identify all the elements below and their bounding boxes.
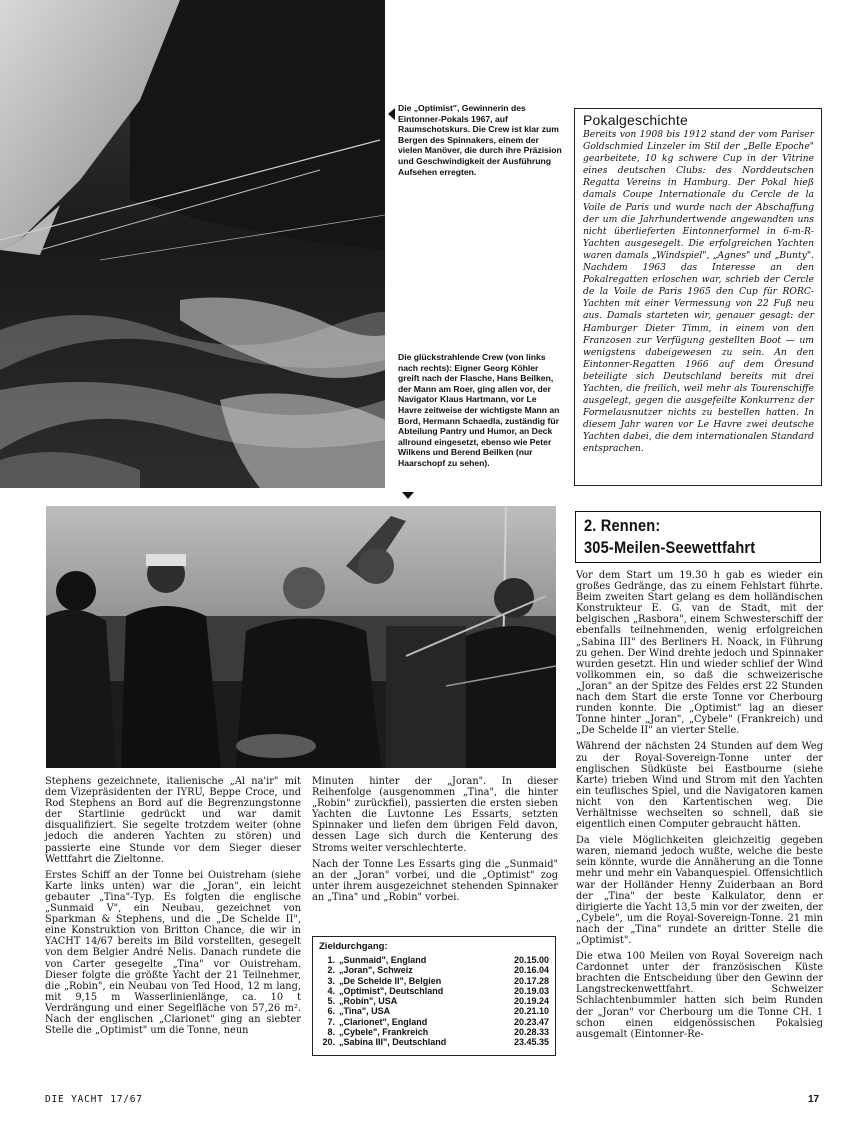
race-headline xyxy=(575,511,821,563)
result-position: 2. xyxy=(327,965,335,976)
text-column-1 xyxy=(45,776,301,1041)
result-yacht: „Tina", USA xyxy=(339,1006,391,1017)
crew-photo xyxy=(46,506,556,768)
crew-photo-caption: Die glückstrahlende Crew (von links nach rechts): Eigner Georg Köhler greift nach der Flasche, Hans Beilken, der Mann am Roer, ging allen vor, der Navigator Klaus Hartmann, vor Le Havre zeitweise der wichtigste Mann an Bord, Hermann Schaedla, zuständig für Abteilung Pantry und Humor, an Deck allround eingesetzt, ebenso wie Peter Wilkens und Berend Beilken (nur Haarschopf zu sehen). xyxy=(398,352,560,468)
sidebar-title: Pokalgeschichte xyxy=(583,112,688,128)
result-time: 20.17.28 xyxy=(513,975,549,986)
result-time: 20.15.00 xyxy=(513,955,549,965)
col3-paragraph: Vor dem Start um 19.30 h gab es wieder ein großes Gedränge, das zu einem Fehlstart führte. Beim zweiten Start gelang es dem holländischen Konstrukteur E. G. van de Stadt, mit der belgischen „Rasbora", einem Schwesterschiff der ebenfalls teilnehmenden, wenig erfolgreichen „Sabina III" des Berliners H. Noack, in Führung zu gehen. Der Wind drehte jedoch und Spinnaker wurden gesetzt. Hin und wieder schlief der Wind vollkommen ein, so daß die schweizerische „Joran" an der Spitze des Feldes erst 22 Stunden nach dem Start die erste Tonne vor Cherbourg runden konnte. Die „Optimist" lag an dieser Tonne hinter „Joran", „Cybele" (Frankreich) und „De Schelde II" an vierter Stelle. xyxy=(576,570,823,737)
results-rows xyxy=(319,955,549,1048)
col1-paragraph: Erstes Schiff an der Tonne bei Ouistreham (siehe Karte links unten) war die „Joran", ein leicht gebauter „Tina"-Typ. Es folgten die englische „Sunmaid V", ein Neubau, gezeichnet von Sparkman & Stephens, und die „De Schelde II", eine Konstruktion von Britton Chance, die wir in YACHT 14/67 bereits im Bild vorstellten, gesegelt von dem Belgier André Nelis. Danach rundete die von Carter gesegelte „Tina" vor Ouistreham. Dieser folgte die größte Yacht der 21 Teilnehmer, die „Robin", ein Neubau von Ted Hood, 12 m lang, mit 9,15 m Wasserlinienlänge, ca. 10 t Verdrängung und einer Segelfläche von 57,26 m². Nach der englischen „Clarionet" ging an siebter Stelle die „Optimist" um die Tonne, neun xyxy=(45,869,301,1037)
results-row xyxy=(319,965,549,975)
result-yacht: „Cybele", Frankreich xyxy=(339,1027,429,1038)
result-yacht: „Optimist", Deutschland xyxy=(339,985,444,996)
result-yacht: „Joran", Schweiz xyxy=(339,965,413,976)
result-position: 5. xyxy=(327,996,335,1007)
col2-paragraph: Minuten hinter der „Joran". In dieser Reihenfolge (ausgenommen „Tina", die hinter „Robin" zurückfiel), passierten die ersten sieben Yachten die Luvtonne Les Essarts, setzten Spinnaker und liefen dem übrigen Feld davon, dessen Lage sich durch die Kenterung des Stroms weiter verschlechterte. xyxy=(312,776,558,854)
result-yacht: „Sunmaid", England xyxy=(339,955,427,965)
result-time: 20.19.03 xyxy=(513,985,549,996)
result-yacht: „Robin", USA xyxy=(339,996,398,1007)
results-row xyxy=(319,955,549,965)
results-row xyxy=(319,1006,549,1016)
result-time: 20.19.24 xyxy=(513,996,549,1007)
caption-pointer-down-icon xyxy=(402,492,414,499)
col1-paragraph: Stephens gezeichnete, italienische „Al na'ir" mit dem Vizepräsidenten der IYRU, Beppe Croce, und Rod Stephens an Bord auf die Begrenzungstonne der Startlinie gedrückt und war damit disqualifiziert. Sie segelte trotzdem weiter (ohne jedoch die anderen Yachten zu stören) und passierte eine Stunde vor dem Sieger dieser Wettfahrt die Zieltonne. xyxy=(45,776,301,865)
col3-paragraph: Die etwa 100 Meilen von Royal Sovereign nach Cardonnet unter der französischen Küste brachten die Entscheidung über den Gewinn der Langstreckenwettfahrt. Schweizer Schlachtenbummler hatten sich beim Runden der „Joran" vor Cherbourg um die Tonne CH. 1 schon einen eidgenössischen Pokalsieg ausgemalt (Eintonner-Re- xyxy=(576,951,823,1040)
result-position: 6. xyxy=(327,1006,335,1017)
result-time: 20.23.47 xyxy=(513,1016,549,1027)
text-column-3 xyxy=(576,570,823,1045)
headline-line1: 2. Rennen: xyxy=(584,516,661,535)
results-row xyxy=(319,986,549,996)
result-position: 3. xyxy=(327,975,335,986)
result-time: 20.28.33 xyxy=(513,1027,549,1038)
page-number: 17 xyxy=(808,1094,820,1105)
result-position: 20. xyxy=(322,1037,335,1048)
result-yacht: „Sabina III", Deutschland xyxy=(339,1037,447,1048)
col2-paragraph: Nach der Tonne Les Essarts ging die „Sunmaid" an der „Joran" vorbei, und die „Optimist" zog unter ihrem ausgezeichnet stehenden Spinnaker an „Tina" und „Robin" vorbei. xyxy=(312,858,558,903)
magazine-footer: DIE YACHT 17/67 xyxy=(45,1094,143,1105)
results-row xyxy=(319,976,549,986)
results-row xyxy=(319,1027,549,1037)
result-time: 23.45.35 xyxy=(513,1037,549,1048)
headline-line2: 305-Meilen-Seewettfahrt xyxy=(584,538,756,557)
results-row xyxy=(319,996,549,1006)
col3-paragraph: Während der nächsten 24 Stunden auf dem Weg zu der Royal-Sovereign-Tonne unter der englischen Südküste bei Eastbourne (siehe Karte) trieben Wind und Strom mit den Yachten ein teuflisches Spiel, und die Navigatoren kamen nicht von den Kartentischen weg. Die Verhältnisse wechselten so schnell, daß sie eigentlich einen Computer gebraucht hätten. xyxy=(576,741,823,831)
sailing-photo xyxy=(0,0,385,488)
text-column-2 xyxy=(312,776,558,908)
result-position: 7. xyxy=(327,1016,335,1027)
col3-paragraph: Da viele Möglichkeiten gleichzeitig gegeben waren, niemand jedoch wußte, welche die beste sein könnte, wurde die Annäherung an die Tonne mehr und mehr ein Vabanquespiel. Offensichtlich war der Holländer Henny Zuiderbaan an Bord der „Tina" der beste Kalkulator, denn er dirigierte die Yacht 13,5 min vor der zweiten, der „Cybele", um die Royal-Sovereign-Tonne. 21 min nach der „Tina" rundete an dritter Stelle die „Optimist". xyxy=(576,835,823,946)
results-row xyxy=(319,1037,549,1047)
sidebar-text: Bereits von 1908 bis 1912 stand der vom Pariser Goldschmied Linzeler im Stil der „Belle Epoche" gearbeitete, 10 kg schwere Cup in der Vitrine eines deutschen Clubs: des Norddeutschen Regatta Vereins in Hamburg. Der Pokal hieß damals Coupe Internationale du Cercle de la Voile de Paris und wurde nach der Abschaffung der um die Jahrhundertwende angewandten uns nicht überlieferten Eintonnerformel in 6-m-R-Yachten ausgesegelt. Die erfolgreichen Yachten waren damals „Windspiel", „Agnes" und „Bunty". Nachdem 1963 das Interesse an den Pokalregatten erloschen war, schrieb der Cercle de la Voile de Paris 1965 den Cup für RORC-Yachten mit einer Vermessung von 22 Fuß neu aus. Damals starteten wir, genauer gesagt: der Hamburger Dieter Timm, in einem von den Franzosen zur Verfügung gestellten Boot — um wenigstens dabeigewesen zu sein. An den Eintonner-Regatten 1966 auf dem Öresund beteiligte sich Deutschland bereits mit drei Yachten, die freilich, weil mehr als Tourenschiffe ausgelegt, gegen die ausgefeilte Konkurrenz der Formelausnutzer nichts zu bestellen hatten. In diesem Jahr waren vor Le Havre zwei deutsche Yachten dabei, die dem internationalen Standard entsprachen. xyxy=(583,129,814,455)
result-position: 1. xyxy=(327,955,335,965)
results-row xyxy=(319,1017,549,1027)
results-table xyxy=(312,936,556,1056)
result-yacht: „De Schelde II", Belgien xyxy=(339,975,442,986)
pokalgeschichte-box xyxy=(574,108,822,486)
top-photo-caption: Die „Optimist", Gewinnerin des Eintonner-Pokals 1967, auf Raumschotskurs. Die Crew ist klar zum Bergen des Spinnakers, einem der vielen Manöver, die durch ihre Präzision und Geschwindigkeit der Ausführung Aufsehen erregten. xyxy=(398,103,562,177)
result-yacht: „Clarionet", England xyxy=(339,1016,428,1027)
result-time: 20.16.04 xyxy=(513,965,549,976)
result-time: 20.21.10 xyxy=(513,1006,549,1017)
result-position: 8. xyxy=(327,1027,335,1038)
result-position: 4. xyxy=(327,985,335,996)
caption-pointer-left-icon xyxy=(388,108,395,120)
results-title: Zieldurchgang: xyxy=(319,941,388,952)
